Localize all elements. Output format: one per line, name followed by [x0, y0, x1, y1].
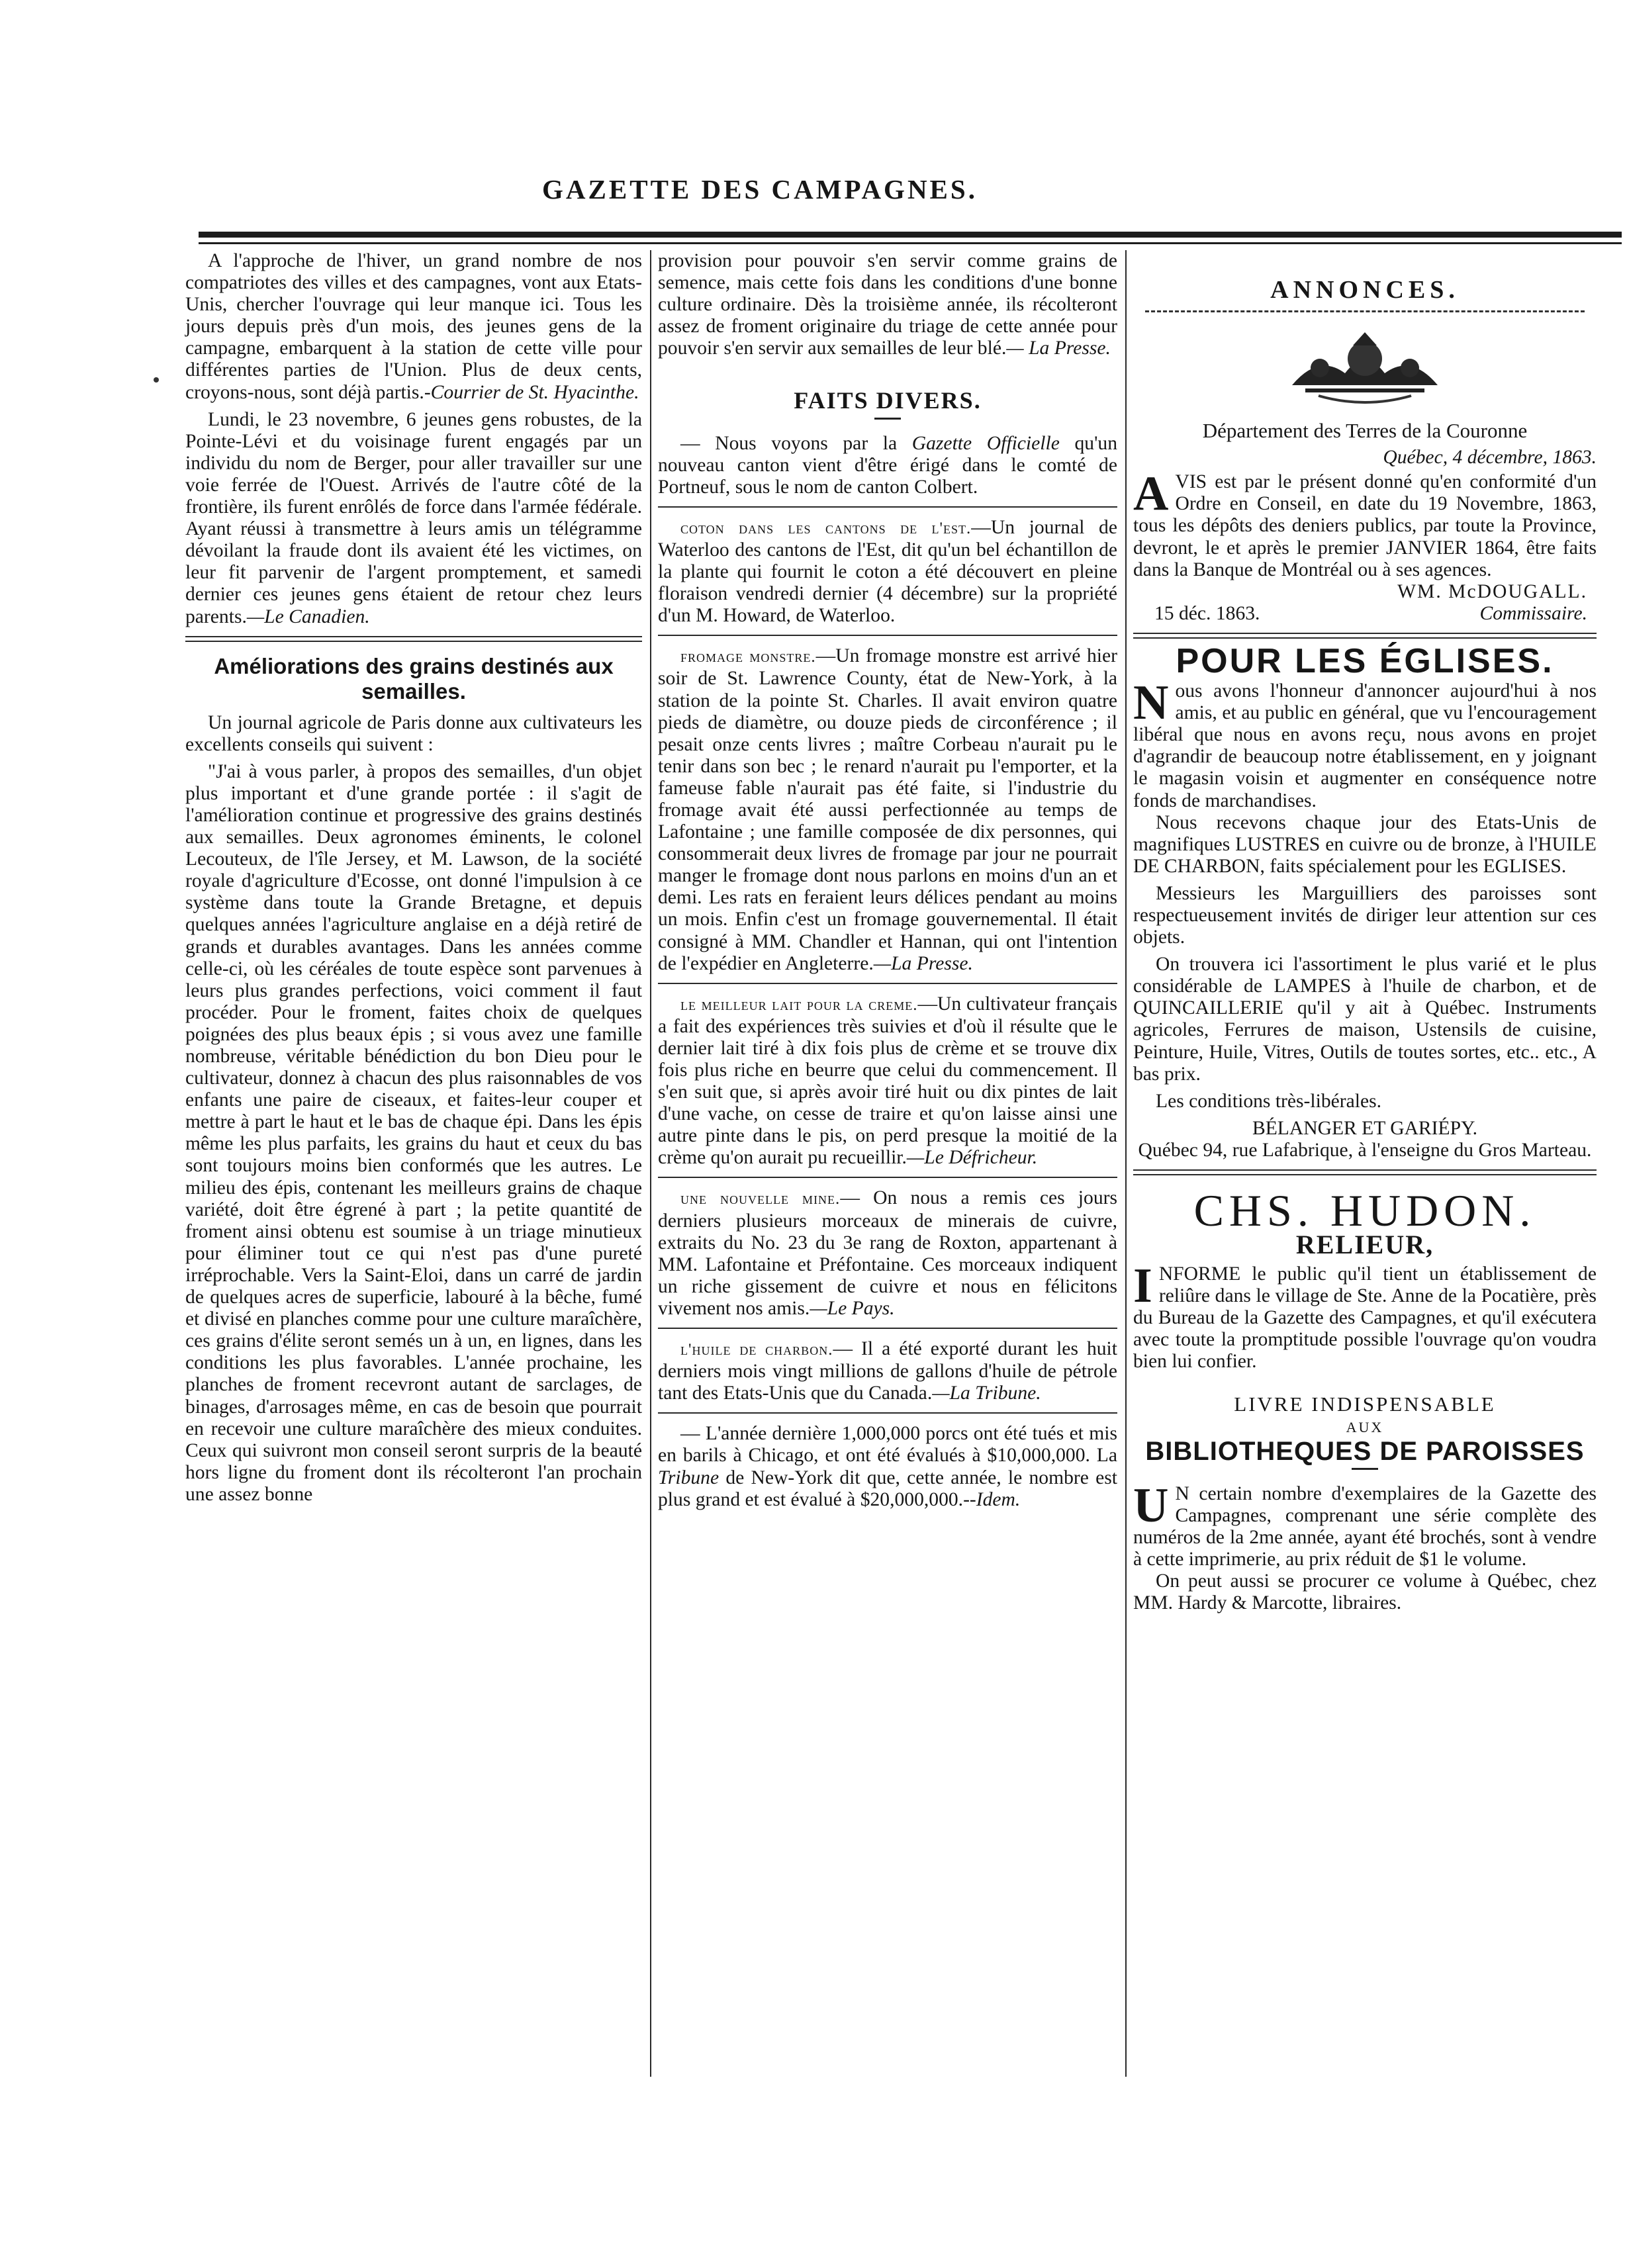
item-separator	[658, 983, 1117, 984]
drop-cap: A	[1133, 471, 1169, 522]
masthead-rule	[199, 232, 1622, 238]
news-item: coton dans les cantons de l'est.—Un journal de Waterloo des cantons de l'Est, dit qu'un bel échantillon de la plante qui fournit le coton a été découvert en pleine floraison vendredi dernier (4 décembre) sur la propriété d'un M. Howard, de Waterloo.	[658, 516, 1117, 627]
advert-subheadline: AUX	[1346, 1418, 1384, 1435]
advert-footer: 15 déc. 1863. Commissaire.	[1154, 602, 1587, 624]
drop-cap: N	[1133, 680, 1169, 731]
advert-separator	[1133, 1169, 1597, 1175]
article-paragraph: Un journal agricole de Paris donne aux cultivateurs les excellents conseils qui suivent :	[185, 711, 642, 755]
column-1	[185, 250, 642, 1511]
article-headline: Améliorations des grains destinés aux semailles.	[214, 653, 614, 703]
article-separator	[185, 636, 642, 642]
advert-body: U N certain nombre d'exemplaires de la Gazette des Campagnes, comprenant une série complète des numéros de la 2me année, ayant été brochés, sont à vendre à cette imprimerie, au prix réduit de $1 le volume.	[1133, 1482, 1597, 1570]
item-separator	[658, 1177, 1117, 1178]
annonces-rule	[1145, 310, 1585, 312]
advert-headline: CHS. HUDON.	[1193, 1185, 1536, 1236]
news-item: — Nous voyons par la Gazette Officielle qu'un nouveau canton vient d'être érigé dans le comté de Portneuf, sous le nom de canton Colbert.	[658, 432, 1117, 498]
advert-headline: LIVRE INDISPENSABLE	[1234, 1392, 1496, 1416]
advert-separator	[1133, 633, 1597, 639]
section-rule	[874, 418, 901, 420]
advert-paragraph: Messieurs les Marguilliers des paroisses sont respectueusement invités de diriger leur attention sur ces objets.	[1133, 882, 1597, 948]
article-paragraph: "J'ai à vous parler, à propos des semailles, d'un objet plus important et d'une grande portée : il s'agit de l'amélioration continue et progressive des grains destinés aux semailles. Deux agronomes éminents, le colonel Lecouteux, de l'île Jersey, et M. Lawson, de la société royale d'agriculture d'Ecosse, ont donné l'impulsion à ce système dans toute la Grande Bretagne, et depuis quelques années l'agriculture anglaise en a déjà retiré de grands et durables avantages. Dans les années comme celle-ci, où les céréales de toute espèce sont parvenues à leurs plus grandes perfections, voici comment il faut procéder. Pour le froment, faites choix de quelques poignées des plus beaux épis ; si vous avez une famille nombreuse, véritable bénédiction du bon Dieu pour le cultivateur, donnez à chacun des plus raisonnables de vos enfants une paire de ciseaux, et faites-leur couper et mettre à part le haut et le bas de chaque épi. Dans les épis même les plus parfaits, les grains du haut et ceux du bas sont toujours moins bien conformés que les autres. Le milieu des épis, contenant les meilleurs grains de chaque variété, doit être égrené à part ; la petite quantité de froment ainsi obtenu est soumise à un triage minutieux pour éliminer tout ce qui n'est pas d'une pureté irréprochable. Vers la Saint-Eloi, dans un carré de jardin de quelques acres de superficie, labouré à la bêche, fumé et divisé en planches comme pour une culture maraîchère, ces grains d'élite seront semés un à un, en lignes, dans les conditions les plus favorables. L'année prochaine, les planches de froment recevront autant de sarclages, de binages, d'arrosages même, en cas de besoin que pourrait en recevoir une culture maraîchère des mieux conduites. Ceux qui suivront mon conseil seront surpris de la beauté hors ligne du froment dont ils récolteront l'an prochain une assez bonne	[185, 760, 642, 1505]
masthead-rule-thin	[199, 242, 1622, 244]
advert-paragraph: On peut aussi se procurer ce volume à Québec, chez MM. Hardy & Marcotte, libraires.	[1133, 1570, 1597, 1614]
advert-date: Québec, 4 décembre, 1863.	[1383, 447, 1597, 469]
advert-body: N ous avons l'honneur d'annoncer aujourd'hui à nos amis, et au public en général, que vu l'encouragement libéral que nous en avons reçu, nous avons en projet d'agrandir de beaucoup notre établissement, en y joignant le magasin voisin et augmenter en conséquence notre fonds de marchandises.	[1133, 680, 1597, 811]
item-separator	[658, 635, 1117, 636]
advert-firm: BÉLANGER ET GARIÉPY.	[1252, 1117, 1478, 1139]
drop-cap: U	[1133, 1482, 1169, 1533]
item-separator	[658, 1328, 1117, 1329]
section-rule	[1352, 1468, 1378, 1470]
advert-signer: WM. McDOUGALL.	[1397, 580, 1587, 602]
section-title: FAITS DIVERS.	[794, 387, 982, 414]
advert-paragraph: Les conditions très-libérales.	[1156, 1090, 1382, 1112]
margin-dot	[154, 377, 159, 383]
advert-headline: BIBLIOTHEQUES DE PAROISSES	[1145, 1436, 1585, 1466]
column-3	[1133, 250, 1597, 1619]
column-divider	[1125, 250, 1127, 2077]
column-2	[658, 250, 1117, 1516]
item-separator	[658, 506, 1117, 508]
advert-body: I NFORME le public qu'il tient un établissement de reliûre dans le village de Ste. Anne de la Pocatière, près du Bureau de la Gazette des Campagnes, et qu'il exécutera avec toute la promptitude possible l'ouvrage qu'on voudra bien lui confier.	[1133, 1263, 1597, 1373]
advert-headline: POUR LES ÉGLISES.	[1176, 641, 1554, 680]
article-paragraph: A l'approche de l'hiver, un grand nombre de nos compatriotes des villes et des campagnes, vont aux Etats-Unis, chercher l'ouvrage qui leur manque ici. Tous les jours depuis près d'un mois, des jeunes gens de la campagne, embarquent à la station de cette ville pour différentes parties de l'Union. Plus de deux cents, croyons-nous, sont déjà partis.-Courrier de St. Hyacinthe.	[185, 250, 642, 403]
item-separator	[658, 1412, 1117, 1414]
news-item: — L'année dernière 1,000,000 porcs ont été tués et mis en barils à Chicago, et ont été évalués à $10,000,000. La Tribune de New-York dit que, cette année, le nombre est plus grand et est évalué à $20,000,000.--Idem.	[658, 1423, 1117, 1510]
article-paragraph: Lundi, le 23 novembre, 6 jeunes gens robustes, de la Pointe-Lévi et du voisinage furent engagés par un individu du nom de Berger, pour aller travailler sur une voie ferrée de l'Ouest. Arrivés de l'autre côté de la frontière, ils furent enrôlés de force dans l'armée fédérale. Ayant réussi à transmettre à leurs amis un télégramme dévoilant la fraude dont ils avaient été les victimes, on leur fit parvenir de l'argent promptement, et samedi dernier ces jeunes gens étaient de retour chez leurs parents.—Le Canadien.	[185, 408, 642, 627]
advert-paragraph: Nous recevons chaque jour des Etats-Unis de magnifiques LUSTRES en cuivre ou de bronze, à l'HUILE DE CHARBON, faits spécialement pour les EGLISES.	[1133, 811, 1597, 877]
news-item: l'huile de charbon.— Il a été exporté durant les huit derniers mois vingt millions de gallons d'huile de pétrole tant des Etats-Unis que du Canada.—La Tribune.	[658, 1338, 1117, 1404]
news-item: le meilleur lait pour la creme.—Un cultivateur français a fait des expériences très suivies et d'où il résulte que le dernier lait tiré à dix fois plus de crème et se trouve dix fois plus riche en beurre que celui du commencement. Il s'en suit que, si après avoir tiré huit ou dix pintes de lait d'une vache, on cesse de traire et qu'on laisse ainsi une autre pinte dans le pis, on perd presque la moitié de la crème qu'on aurait pu recueillir.—Le Défricheur.	[658, 993, 1117, 1169]
column-divider	[650, 250, 651, 2077]
advert-paragraph: On trouvera ici l'assortiment le plus varié et le plus considérable de LAMPES à l'huile de charbon, et de QUINCAILLERIE qu'il y ait à Québec. Instruments agricoles, Ferrures de maison, Ustensils de cuisine, Peinture, Huile, Vitres, Outils de toutes sortes, etc.. etc., A bas prix.	[1133, 954, 1597, 1085]
advert-title: Département des Terres de la Couronne	[1202, 419, 1528, 443]
masthead: GAZETTE DES CAMPAGNES.	[542, 174, 978, 204]
annonces-heading: ANNONCES.	[1270, 276, 1460, 304]
advert-subheadline: RELIEUR,	[1295, 1230, 1434, 1259]
advert-address: Québec 94, rue Lafabrique, à l'enseigne du Gros Marteau.	[1138, 1139, 1592, 1161]
advert-body: A VIS est par le présent donné qu'en conformité d'un Ordre en Conseil, en date du 19 Novembre, 1863, tous les dépôts des deniers publics, par toute la Province, devront, le et après le premier JANVIER 1864, être faits dans la Banque de Montréal ou à ses agences.	[1133, 471, 1597, 580]
article-paragraph: provision pour pouvoir s'en servir comme grains de semence, mais cette fois dans les conditions d'une bonne culture ordinaire. Dès la troisième année, ils récolteront assez de froment originaire du triage de cette année pour pouvoir s'en servir aux semailles de leur blé.— La Presse.	[658, 250, 1117, 359]
news-item: une nouvelle mine.— On nous a remis ces jours derniers plusieurs morceaux de minerais de cuivre, extraits du No. 23 du 3e rang de Roxton, appartenant à MM. Lafontaine et Préfontaine. Ces morceaux indiquent un riche gissement de cuivre et nous en félicitons vivement nos amis.—Le Pays.	[658, 1187, 1117, 1319]
drop-cap: I	[1133, 1263, 1152, 1314]
news-item: fromage monstre.—Un fromage monstre est arrivé hier soir de St. Lawrence County, état de New-York, à la station de la pointe St. Charles. Il avait environ quatre pieds de diamètre, ou douze pieds de circonférence ; il pesait onze cents livres ; maître Corbeau n'aurait pu le tenir dans son bec ; le renard n'aurait pu l'emporter, et la fameuse fable n'aurait pas été faite, si l'industrie du fromage avait été aussi perfectionnée au temps de Lafontaine ; une famille composée de dix personnes, qui consommerait deux livres de fromage par jour ne pourrait manger le fromage dont nous parlons en moins d'un an et demi. Les rats en feraient leurs délices pendant au moins un mois. Enfin c'est un fromage gouvernemental. Il était consigné à MM. Chandler et Hannan, qui ont l'intention de l'expédier en Angleterre.—La Presse.	[658, 645, 1117, 974]
royal-arms-icon	[1279, 327, 1451, 406]
